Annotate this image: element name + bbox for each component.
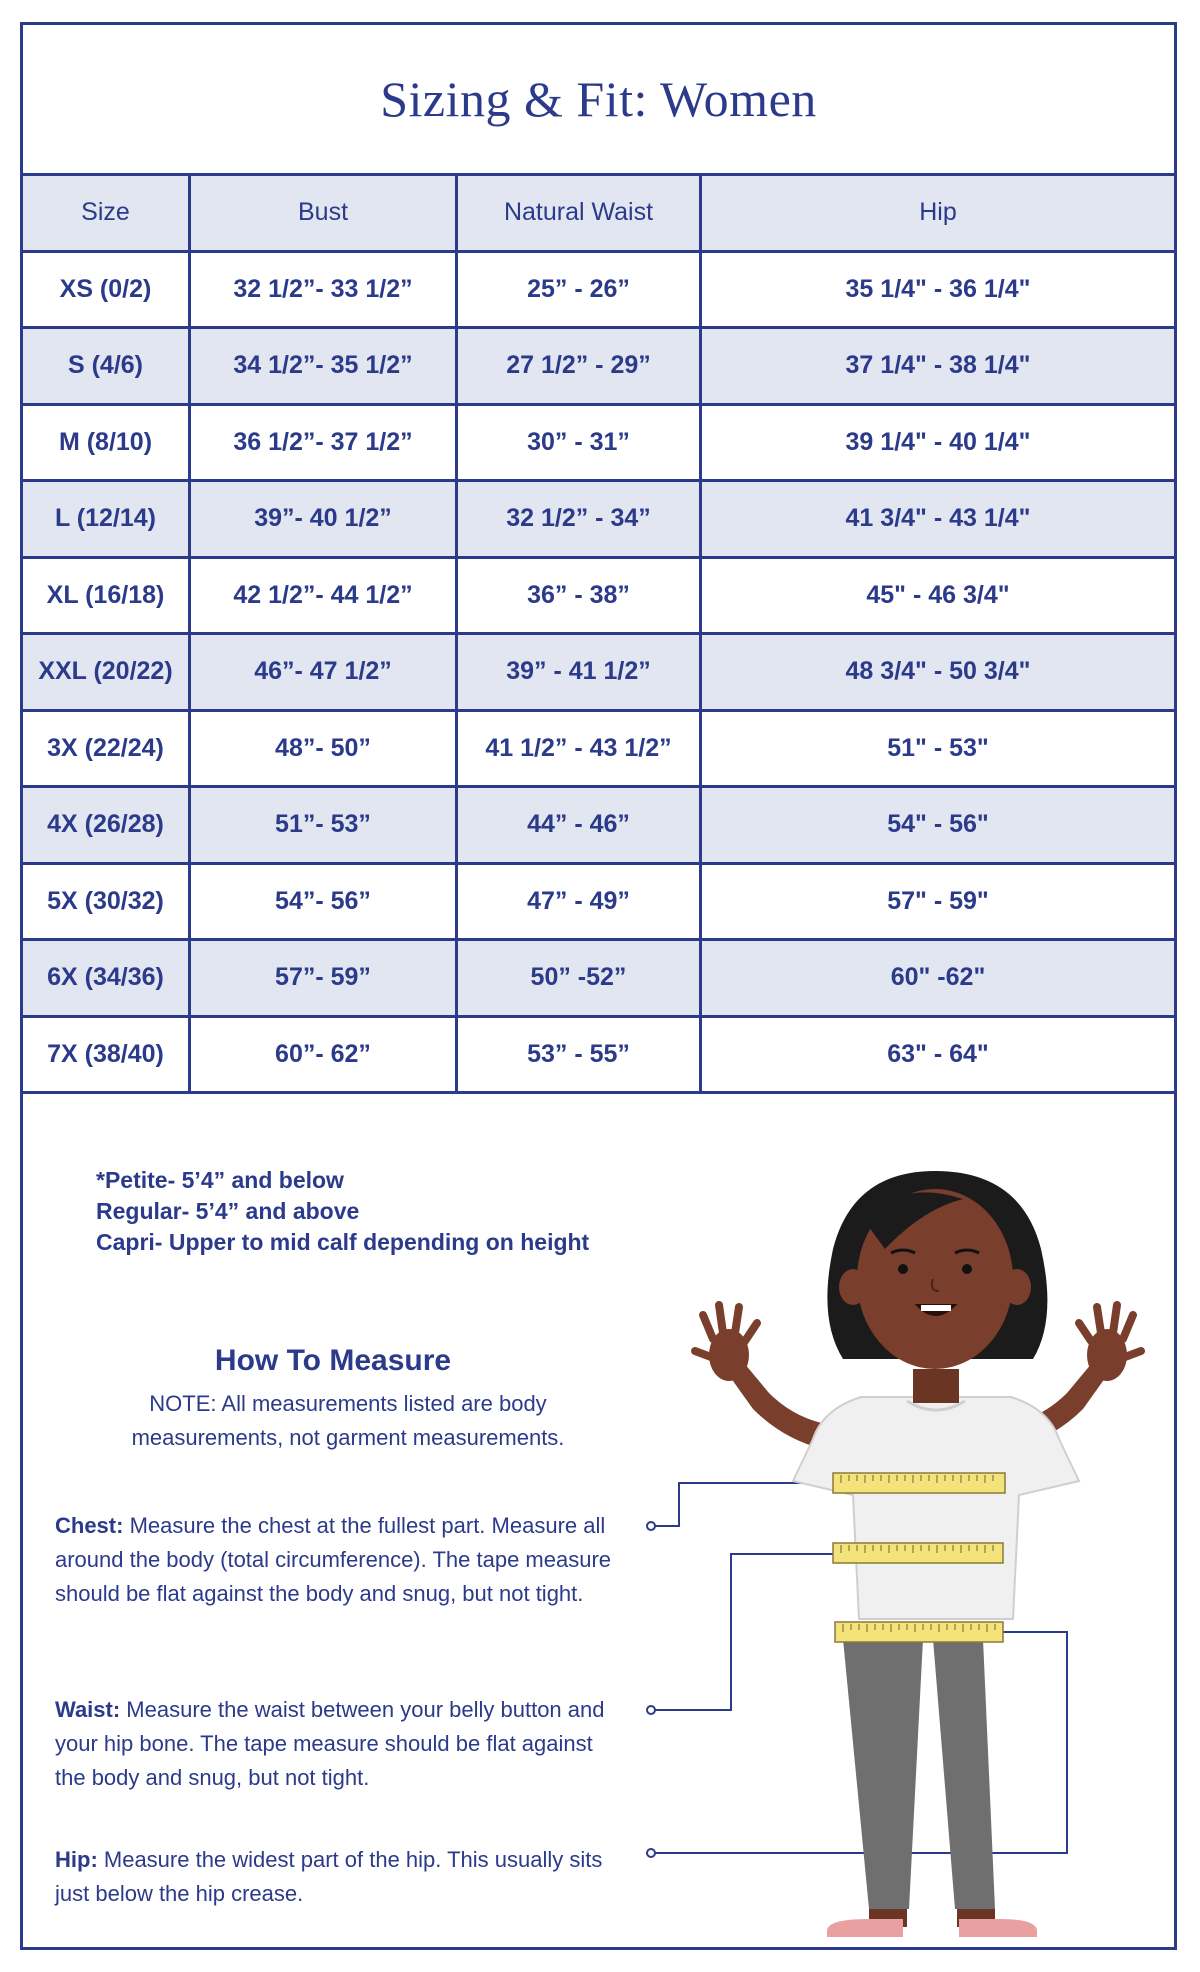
cell-waist: 47” - 49” xyxy=(457,863,701,940)
cell-bust: 39”- 40 1/2” xyxy=(190,481,457,558)
cell-bust: 54”- 56” xyxy=(190,863,457,940)
left-leg xyxy=(843,1639,923,1909)
cell-size: S (4/6) xyxy=(23,328,190,405)
hip-text: Measure the widest part of the hip. This usually sits just below the hip crease. xyxy=(55,1847,603,1906)
header-size: Size xyxy=(23,175,190,252)
right-ear xyxy=(1003,1269,1031,1305)
chest-leader-dot xyxy=(647,1522,655,1530)
table-row xyxy=(23,634,1174,711)
cell-size: 3X (22/24) xyxy=(23,710,190,787)
waist-leader-dot xyxy=(647,1706,655,1714)
chest-leader-line xyxy=(653,1483,833,1526)
size-table xyxy=(23,173,1174,1094)
cell-bust: 32 1/2”- 33 1/2” xyxy=(190,251,457,328)
cell-hip: 39 1/4" - 40 1/4" xyxy=(701,404,1175,481)
cell-size: M (8/10) xyxy=(23,404,190,481)
cell-waist: 44” - 46” xyxy=(457,787,701,864)
header-bust: Bust xyxy=(190,175,457,252)
cell-size: 5X (30/32) xyxy=(23,863,190,940)
right-eye xyxy=(962,1264,972,1274)
waist-label: Waist: xyxy=(55,1697,121,1722)
table-row xyxy=(23,1016,1174,1093)
cell-hip: 37 1/4" - 38 1/4" xyxy=(701,328,1175,405)
cell-bust: 48”- 50” xyxy=(190,710,457,787)
cell-waist: 41 1/2” - 43 1/2” xyxy=(457,710,701,787)
hip-tape-icon xyxy=(835,1622,1003,1642)
table-row xyxy=(23,328,1174,405)
cell-waist: 32 1/2” - 34” xyxy=(457,481,701,558)
header-hip: Hip xyxy=(701,175,1175,252)
table-row xyxy=(23,251,1174,328)
cell-waist: 53” - 55” xyxy=(457,1016,701,1093)
left-eye xyxy=(898,1264,908,1274)
size-chart-frame xyxy=(20,22,1177,1950)
shirt xyxy=(793,1397,1079,1619)
measure-note-line: NOTE: All measurements listed are body xyxy=(149,1391,547,1416)
cell-bust: 51”- 53” xyxy=(190,787,457,864)
cell-size: L (12/14) xyxy=(23,481,190,558)
cell-hip: 45" - 46 3/4" xyxy=(701,557,1175,634)
cell-hip: 35 1/4" - 36 1/4" xyxy=(701,251,1175,328)
neck xyxy=(913,1369,959,1403)
how-to-measure-heading: How To Measure xyxy=(214,1344,452,1377)
cell-size: XS (0/2) xyxy=(23,251,190,328)
cell-waist: 25” - 26” xyxy=(457,251,701,328)
hip-label: Hip: xyxy=(55,1847,98,1872)
chest-text: Measure the chest at the fullest part. Measure all around the body (total circumference). The tape measure should be flat against the body and snug, but not tight. xyxy=(55,1513,612,1606)
waist-leader-line xyxy=(653,1554,833,1710)
table-row xyxy=(23,787,1174,864)
teeth xyxy=(921,1305,951,1311)
woman-measurement-illustration xyxy=(23,1119,1174,1950)
table-header-row xyxy=(23,175,1174,252)
cell-bust: 42 1/2”- 44 1/2” xyxy=(190,557,457,634)
chest-label: Chest: xyxy=(55,1513,124,1538)
measure-note-line: measurements, not garment measurements. xyxy=(131,1425,565,1450)
cell-hip: 48 3/4" - 50 3/4" xyxy=(701,634,1175,711)
table-row xyxy=(23,710,1174,787)
cell-waist: 50” -52” xyxy=(457,940,701,1017)
cell-size: XXL (20/22) xyxy=(23,634,190,711)
right-leg xyxy=(933,1639,995,1909)
measure-section xyxy=(23,1119,1174,1950)
cell-bust: 46”- 47 1/2” xyxy=(190,634,457,711)
fit-note-regular: Regular- 5’4” and above xyxy=(96,1198,360,1224)
waist-text: Measure the waist between your belly button and your hip bone. The tape measure should be flat against the body and snug, but not tight. xyxy=(55,1697,605,1790)
table-row xyxy=(23,863,1174,940)
header-natural-waist: Natural Waist xyxy=(457,175,701,252)
cell-hip: 63" - 64" xyxy=(701,1016,1175,1093)
right-shoe xyxy=(959,1919,1037,1937)
cell-size: XL (16/18) xyxy=(23,557,190,634)
table-row xyxy=(23,404,1174,481)
cell-hip: 60" -62" xyxy=(701,940,1175,1017)
cell-hip: 51" - 53" xyxy=(701,710,1175,787)
cell-hip: 57" - 59" xyxy=(701,863,1175,940)
cell-waist: 27 1/2” - 29” xyxy=(457,328,701,405)
left-shoe xyxy=(827,1919,903,1937)
chest-tape-icon xyxy=(833,1473,1005,1493)
cell-waist: 30” - 31” xyxy=(457,404,701,481)
cell-hip: 54" - 56" xyxy=(701,787,1175,864)
page-title: Sizing & Fit: Women xyxy=(380,71,817,127)
hip-leader-dot xyxy=(647,1849,655,1857)
table-row xyxy=(23,557,1174,634)
cell-waist: 36” - 38” xyxy=(457,557,701,634)
cell-waist: 39” - 41 1/2” xyxy=(457,634,701,711)
cell-size: 7X (38/40) xyxy=(23,1016,190,1093)
cell-bust: 34 1/2”- 35 1/2” xyxy=(190,328,457,405)
cell-hip: 41 3/4" - 43 1/4" xyxy=(701,481,1175,558)
cell-size: 6X (34/36) xyxy=(23,940,190,1017)
table-row xyxy=(23,481,1174,558)
cell-bust: 36 1/2”- 37 1/2” xyxy=(190,404,457,481)
table-row xyxy=(23,940,1174,1017)
fit-note-capri: Capri- Upper to mid calf depending on height xyxy=(96,1229,590,1255)
cell-bust: 57”- 59” xyxy=(190,940,457,1017)
cell-bust: 60”- 62” xyxy=(190,1016,457,1093)
cell-size: 4X (26/28) xyxy=(23,787,190,864)
fit-note-petite: *Petite- 5’4” and below xyxy=(96,1167,344,1193)
left-ear xyxy=(839,1269,867,1305)
